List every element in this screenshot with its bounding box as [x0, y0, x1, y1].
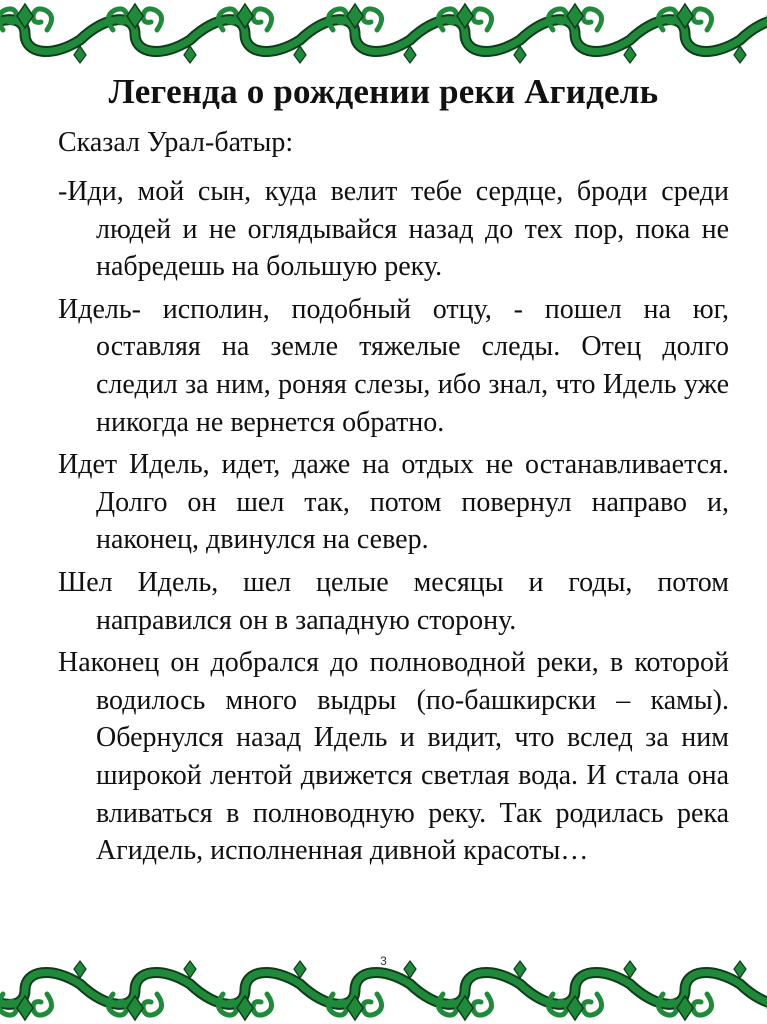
- page-number: 3: [380, 954, 387, 968]
- page-content: [0, 64, 767, 870]
- bottom-ornament-icon: [0, 960, 767, 1024]
- bottom-ornament-border: [0, 960, 767, 1024]
- page-title: Легенда о рождении реки Агидель: [108, 72, 659, 111]
- top-ornament-border: [0, 0, 767, 64]
- paragraph-4: Шел Идель, шел целые месяцы и годы, потом направился он в западную сторону.: [58, 566, 729, 636]
- paragraph-5: Наконец он добрался до полноводной реки, в которой водилось много выдры (по-башкирски – камы). Обернулся назад Идель и видит, что вслед за ним широкой лентой движется светлая вода. И стала она вливаться в полноводную реку. Так родилась река Агидель, исполненная дивной красоты…: [58, 647, 729, 867]
- paragraph-3: Идет Идель, идет, даже на отдых не останавливается. Долго он шел так, потом повернул направо и, наконец, двинулся на север.: [58, 449, 729, 556]
- paragraph-2: Идель- исполин, подобный отцу, - пошел на юг, оставляя на земле тяжелые следы. Отец долго следил за ним, роняя слезы, ибо знал, что Идель уже никогда не вернется обратно.: [58, 293, 729, 438]
- paragraph-1: -Иди, мой сын, куда велит тебе сердце, броди среди людей и не оглядывайся назад до тех пор, пока не набредешь на большую реку.: [58, 176, 729, 283]
- intro-line: Сказал Урал-батыр:: [58, 127, 294, 158]
- top-ornament-icon: [0, 0, 767, 64]
